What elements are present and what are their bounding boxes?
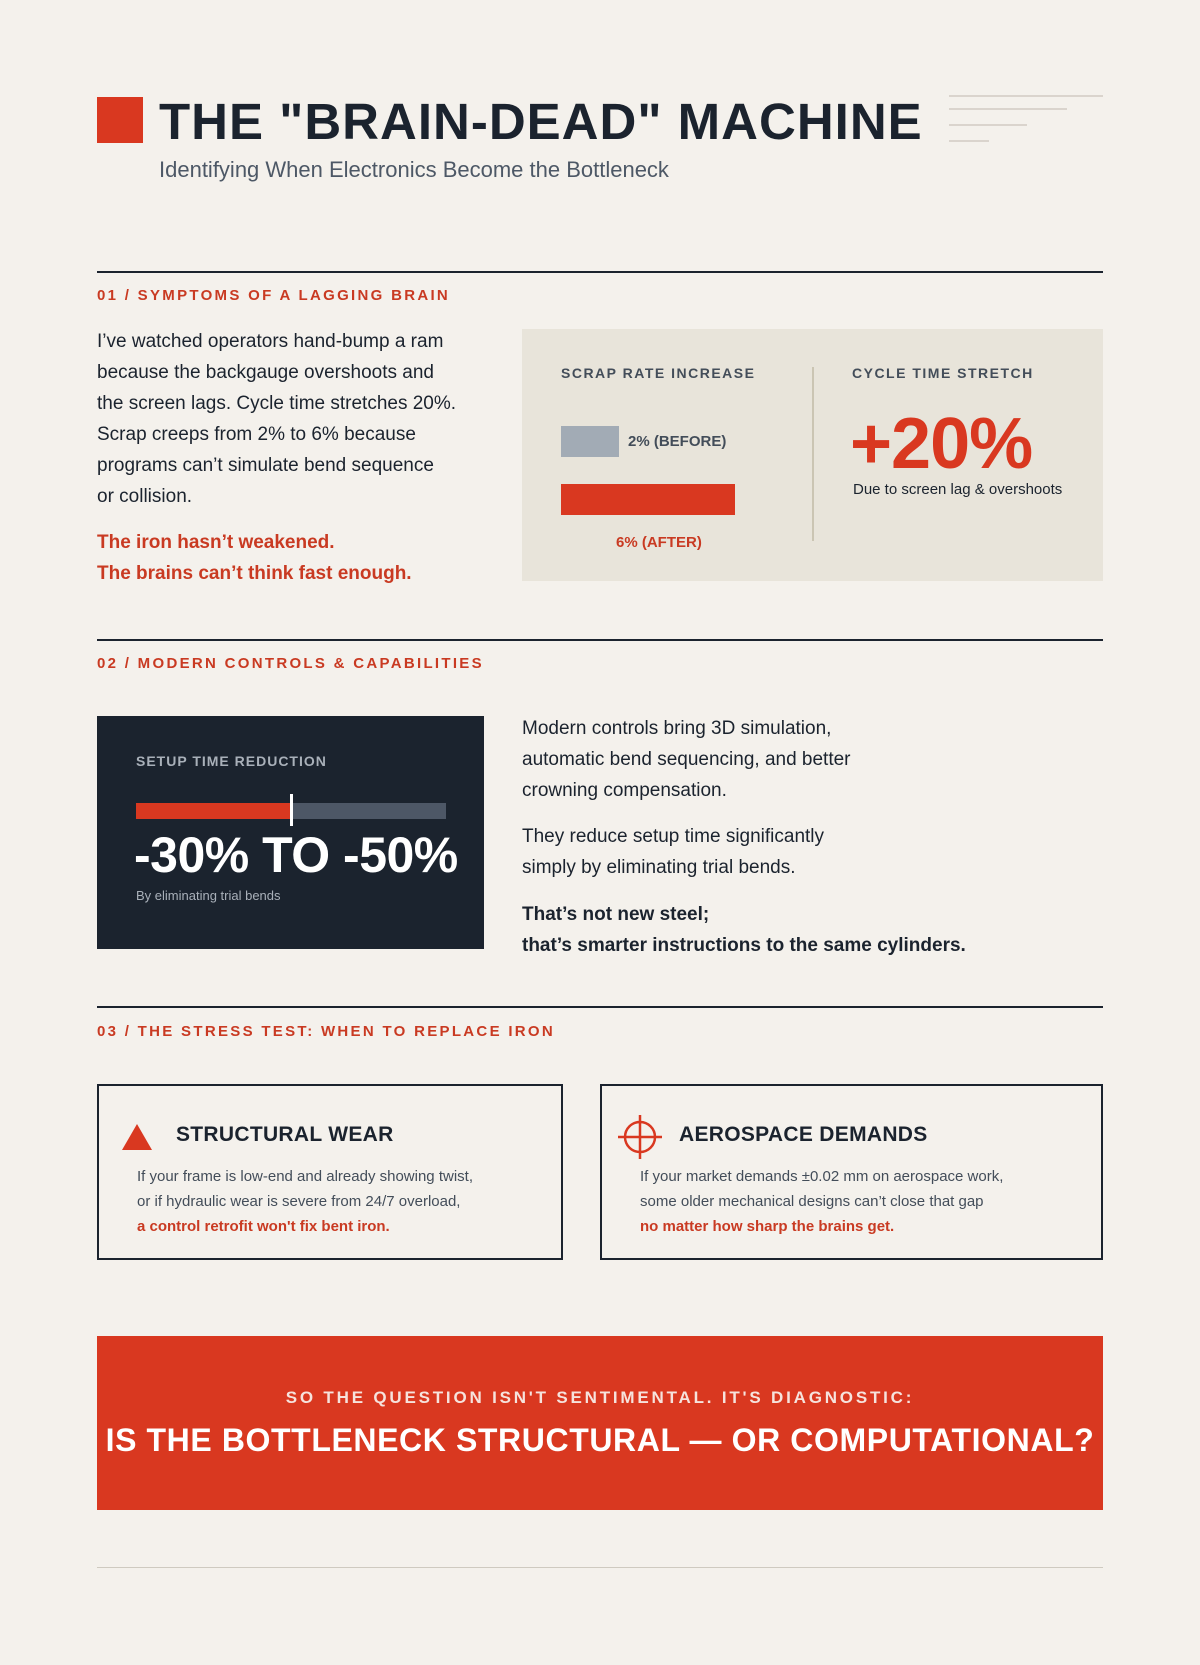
header (97, 93, 1103, 196)
card-line: or if hydraulic wear is severe from 24/7 overload, (137, 1193, 461, 1210)
section-1-body (97, 326, 477, 512)
body-line: programs can’t simulate bend sequence (97, 455, 434, 476)
card-emphasis: a control retrofit won't fix bent iron. (137, 1218, 390, 1235)
scrap-after-label: 6% (AFTER) (616, 534, 702, 551)
setup-time-label: SETUP TIME REDUCTION (136, 753, 327, 769)
body-line: because the backgauge overshoots and (97, 362, 434, 383)
card-title: STRUCTURAL WEAR (176, 1123, 394, 1146)
footer-rule (97, 1567, 1103, 1568)
card-title: AEROSPACE DEMANDS (679, 1123, 928, 1146)
setup-time-fill (136, 803, 291, 819)
cycle-time-note: Due to screen lag & overshoots (853, 481, 1063, 498)
body-line: Scrap creeps from 2% to 6% because (97, 424, 416, 445)
scrap-before-label: 2% (BEFORE) (628, 433, 727, 450)
setup-time-note: By eliminating trial bends (136, 888, 281, 903)
speed-lines-decoration (949, 95, 1103, 143)
body-line: the screen lags. Cycle time stretches 20%. (97, 393, 457, 414)
page-title: THE "BRAIN-DEAD" MACHINE (159, 93, 923, 150)
emphasis-line: The iron hasn’t weakened. (97, 532, 335, 553)
paragraph-line: automatic bend sequencing, and better (522, 749, 851, 770)
scrap-after-bar (561, 484, 735, 515)
warning-triangle-icon (121, 1123, 153, 1151)
paragraph-line: Modern controls bring 3D simulation, (522, 718, 832, 739)
section-3-rule (97, 1006, 1103, 1008)
emphasis-line: That’s not new steel; (522, 904, 710, 925)
section-1-emphasis (97, 527, 497, 589)
paragraph-line: They reduce setup time significantly (522, 826, 825, 847)
section-2-paragraph-1 (522, 713, 1002, 806)
emphasis-line: The brains can’t think fast enough. (97, 563, 412, 584)
section-2-rule (97, 639, 1103, 641)
emphasis-line: that’s smarter instructions to the same cylinders. (522, 935, 966, 956)
paragraph-line: simply by eliminating trial bends. (522, 857, 796, 878)
crosshair-icon (616, 1113, 664, 1161)
section-1-label: 01 / SYMPTOMS OF A LAGGING BRAIN (97, 287, 451, 304)
body-line: or collision. (97, 486, 193, 507)
panel-divider (812, 367, 814, 541)
cycle-time-label: CYCLE TIME STRETCH (852, 365, 1034, 381)
section-2-emphasis (522, 899, 1042, 961)
body-line: I’ve watched operators hand-bump a ram (97, 331, 444, 352)
page-subtitle: Identifying When Electronics Become the Bottleneck (159, 157, 669, 182)
setup-time-track (136, 803, 446, 819)
card-line: If your frame is low-end and already showing twist, (137, 1168, 473, 1185)
brand-square-icon (97, 97, 143, 143)
banner-kicker: SO THE QUESTION ISN'T SENTIMENTAL. IT'S DIAGNOSTIC: (285, 1388, 915, 1407)
setup-time-range: -30% TO -50% (134, 827, 458, 883)
conclusion-banner (97, 1336, 1103, 1510)
card-body (137, 1164, 473, 1239)
card-emphasis: no matter how sharp the brains get. (640, 1218, 895, 1235)
setup-time-marker (290, 794, 293, 826)
card-line: some older mechanical designs can’t close that gap (640, 1193, 984, 1210)
aerospace-demands-card (600, 1084, 1103, 1260)
paragraph-line: crowning compensation. (522, 780, 727, 801)
structural-wear-card (97, 1084, 563, 1260)
card-line: If your market demands ±0.02 mm on aerospace work, (640, 1168, 1004, 1185)
banner-question: IS THE BOTTLENECK STRUCTURAL — OR COMPUTATIONAL? (105, 1422, 1095, 1458)
scrap-rate-label: SCRAP RATE INCREASE (561, 365, 756, 381)
section-2-label: 02 / MODERN CONTROLS & CAPABILITIES (97, 655, 484, 672)
section-1-rule (97, 271, 1103, 273)
scrap-before-bar (561, 426, 619, 457)
card-body (640, 1164, 1003, 1239)
section-3-label: 03 / THE STRESS TEST: WHEN TO REPLACE IRON (97, 1023, 556, 1040)
section-2-paragraph-2 (522, 821, 1002, 883)
cycle-time-value: +20% (850, 404, 1033, 484)
stats-panel (522, 329, 1103, 581)
setup-time-card (97, 716, 484, 949)
